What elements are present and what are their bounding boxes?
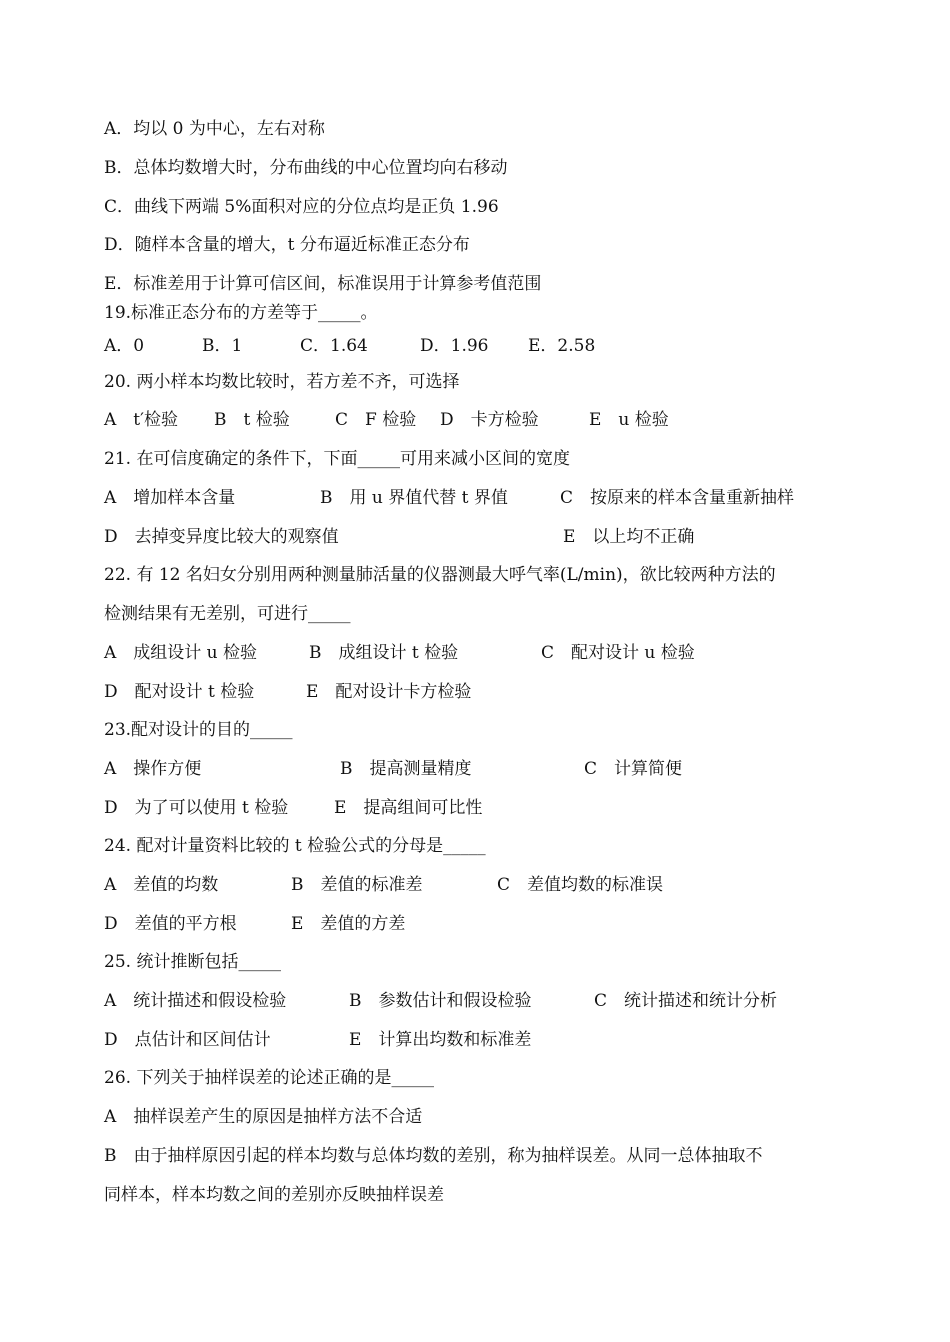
option-d: D 配对设计 t 检验: [104, 682, 255, 702]
option-text: D．随样本含量的增大，t 分布逼近标准正态分布: [104, 235, 470, 255]
option-b: B 由于抽样原因引起的样本均数与总体均数的差别，称为抽样误差。从同一总体抽取不: [104, 1146, 763, 1166]
question-text: 23.配对设计的目的_____: [104, 720, 293, 740]
option-d: D 卡方检验: [440, 410, 539, 430]
option-text: 同样本，样本均数之间的差别亦反映抽样误差: [104, 1185, 444, 1205]
option-c: C 按原来的样本含量重新抽样: [560, 488, 795, 508]
option-e: E．2.58: [528, 336, 596, 356]
option-d: D 为了可以使用 t 检验: [104, 798, 289, 818]
option-d: D 点估计和区间估计: [104, 1030, 271, 1050]
option-c: C 统计描述和统计分析: [594, 991, 778, 1011]
option-a: A 统计描述和假设检验: [104, 991, 287, 1011]
option-b: B 用 u 界值代替 t 界值: [320, 488, 508, 508]
option-a: A 抽样误差产生的原因是抽样方法不合适: [104, 1107, 423, 1127]
question-text: 21. 在可信度确定的条件下，下面_____可用来减小区间的宽度: [104, 449, 570, 469]
option-b: B．1: [202, 336, 243, 356]
option-text: A．均以 0 为中心，左右对称: [104, 119, 325, 139]
option-a: A 操作方便: [104, 759, 202, 779]
option-d: D．1.96: [420, 336, 489, 356]
option-d: D 差值的平方根: [104, 914, 237, 934]
option-text: B．总体均数增大时，分布曲线的中心位置均向右移动: [104, 158, 508, 178]
option-b: B t 检验: [214, 410, 290, 430]
option-c: C 差值均数的标准误: [497, 875, 664, 895]
question-text: 检测结果有无差别，可进行_____: [104, 604, 351, 624]
option-a: A 差值的均数: [104, 875, 219, 895]
question-text: 24. 配对计量资料比较的 t 检验公式的分母是_____: [104, 836, 486, 856]
option-b: B 参数估计和假设检验: [349, 991, 532, 1011]
option-e: E 计算出均数和标准差: [349, 1030, 532, 1050]
question-text: 26. 下列关于抽样误差的论述正确的是_____: [104, 1068, 434, 1088]
option-a: A t′检验: [104, 410, 178, 430]
question-text: 19.标准正态分布的方差等于_____。: [104, 303, 378, 323]
option-e: E 以上均不正确: [563, 527, 695, 547]
option-e: E 配对设计卡方检验: [306, 682, 472, 702]
option-b: B 差值的标准差: [291, 875, 423, 895]
option-c: C F 检验: [335, 410, 417, 430]
option-e: E 差值的方差: [291, 914, 406, 934]
option-b: B 提高测量精度: [340, 759, 472, 779]
option-text: E．标准差用于计算可信区间，标准误用于计算参考值范围: [104, 274, 542, 294]
option-b: B 成组设计 t 检验: [309, 643, 459, 663]
question-text: 20. 两小样本均数比较时，若方差不齐，可选择: [104, 372, 460, 392]
option-c: C．1.64: [300, 336, 368, 356]
question-text: 22. 有 12 名妇女分别用两种测量肺活量的仪器测最大呼气率(L/min)，欲比较两种方法的: [104, 565, 776, 585]
option-text: C．曲线下两端 5%面积对应的分位点均是正负 1.96: [104, 197, 499, 217]
option-c: C 计算简便: [584, 759, 683, 779]
option-c: C 配对设计 u 检验: [541, 643, 695, 663]
question-text: 25. 统计推断包括_____: [104, 952, 281, 972]
option-a: A 成组设计 u 检验: [104, 643, 258, 663]
option-e: E u 检验: [589, 410, 669, 430]
option-a: A 增加样本含量: [104, 488, 236, 508]
option-d: D 去掉变异度比较大的观察值: [104, 527, 339, 547]
option-e: E 提高组间可比性: [334, 798, 483, 818]
option-a: A．0: [104, 336, 145, 356]
